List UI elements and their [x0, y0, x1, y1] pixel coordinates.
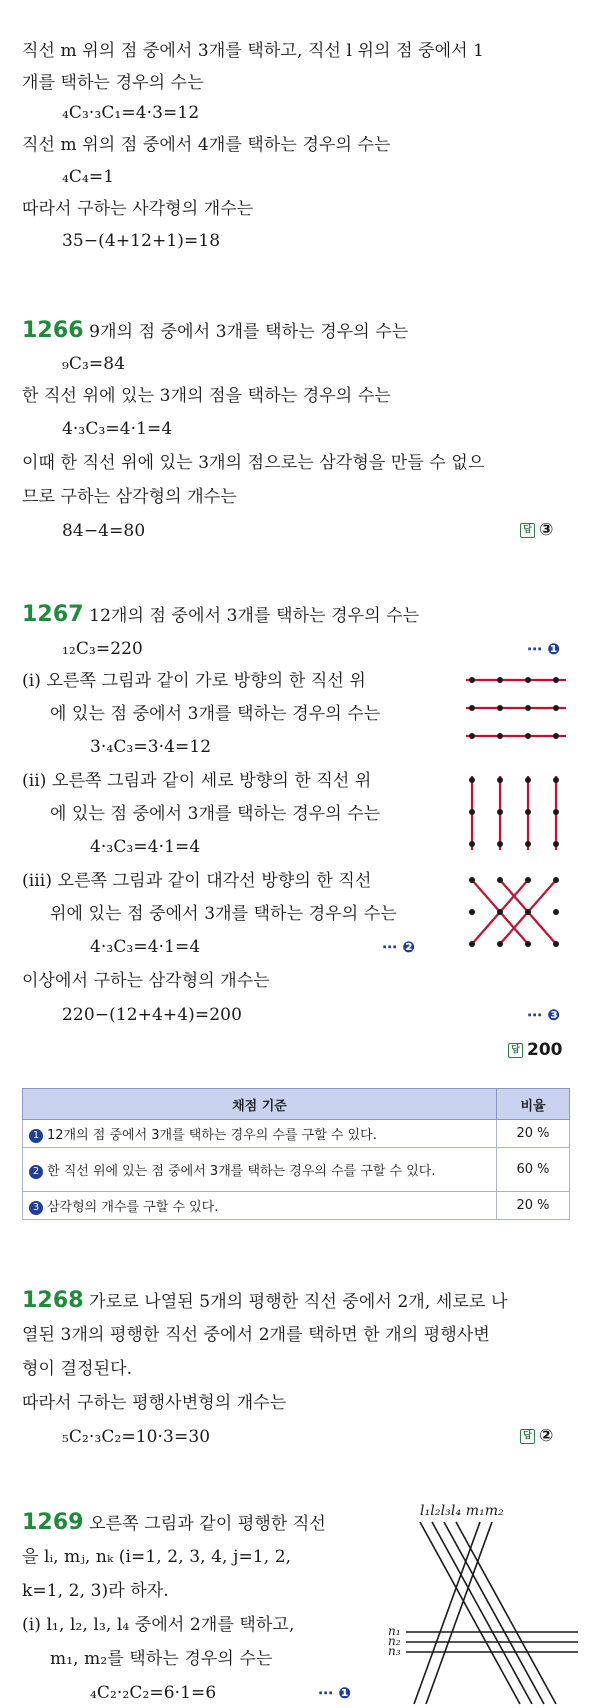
figure-horizontal-lines	[462, 672, 572, 742]
problem-1268-text-3: 형이 결정된다.	[22, 1359, 133, 1379]
step-marker-1: ⋯ ❶	[527, 640, 560, 658]
figure-label-n3: n₃	[388, 1644, 401, 1658]
problem-1266-formula-1: ₉C₃=84	[62, 354, 126, 374]
problem-1268-text-2: 열된 3개의 평행한 직선 중에서 2개를 택하면 한 개의 평행사변	[22, 1325, 490, 1345]
figure-diagonal-lines	[462, 872, 572, 954]
problem-1266-first-line	[22, 320, 408, 343]
case-ii-line-2: 에 있는 점 중에서 3개를 택하는 경우의 수는	[50, 804, 381, 824]
problem-1267-formula-final: 220−(12+4+4)=200	[62, 1005, 243, 1025]
rubric-header-criteria: 채점 기준	[23, 1089, 497, 1120]
rubric-header-ratio: 비율	[497, 1089, 570, 1120]
case-i-line-2: 에 있는 점 중에서 3개를 택하는 경우의 수는	[50, 704, 381, 724]
rubric-criterion: 12개의 점 중에서 3개를 택하는 경우의 수를 구할 수 있다.	[47, 1128, 377, 1143]
intro-formula-1: ₄C₃·₃C₁=4·3=12	[62, 103, 200, 123]
problem-1266-text-3: 이때 한 직선 위에 있는 3개의 점으로는 삼각형을 만들 수 없으	[22, 453, 485, 473]
figure-vertical-lines	[462, 772, 572, 854]
problem-1269-text-2: 을 lᵢ, mⱼ, nₖ (i=1, 2, 3, 4, j=1, 2,	[22, 1547, 292, 1567]
problem-1267-conclusion: 이상에서 구하는 삼각형의 개수는	[22, 971, 270, 991]
rubric-ratio: 20 %	[497, 1192, 570, 1220]
rubric-criterion: 삼각형의 개수를 구할 수 있다.	[47, 1200, 219, 1215]
rubric-ratio: 60 %	[497, 1148, 570, 1192]
problem-1266-formula-2: 4·₃C₃=4·1=4	[62, 419, 173, 439]
figure-label-n1: n₁	[388, 1624, 401, 1638]
problem-1268-answer	[520, 1426, 553, 1446]
answer-value: ②	[539, 1426, 554, 1446]
problem-1266-text-4: 므로 구하는 삼각형의 개수는	[22, 487, 237, 507]
intro-line-4: 직선 m 위의 점 중에서 4개를 택하는 경우의 수는	[22, 135, 391, 155]
answer-icon: 답	[520, 1429, 535, 1444]
table-row	[23, 1192, 570, 1220]
problem-1266-formula-3: 84−4=80	[62, 521, 146, 541]
step-marker-1: ⋯ ❶	[318, 1684, 351, 1702]
case-i-formula: 3·₄C₃=3·4=12	[90, 737, 212, 757]
problem-1268-formula: ₅C₂·₃C₂=10·3=30	[62, 1427, 211, 1447]
table-row	[23, 1120, 570, 1148]
grading-rubric-table	[22, 1088, 570, 1220]
case-i-line-1: (i) 오른쪽 그림과 같이 가로 방향의 한 직선 위	[22, 671, 366, 691]
problem-1266-text-2: 한 직선 위에 있는 3개의 점을 택하는 경우의 수는	[22, 386, 391, 406]
problem-1268-text-1: 가로로 나열된 5개의 평행한 직선 중에서 2개, 세로로 나	[89, 1292, 508, 1312]
problem-number-1268: 1268	[22, 1288, 84, 1313]
figure-top-labels: l₁l₂l₃l₄ m₁m₂	[420, 1503, 504, 1519]
problem-1266-text-1: 9개의 점 중에서 3개를 택하는 경우의 수는	[89, 322, 409, 342]
answer-icon: 답	[520, 523, 535, 538]
figure-parallel-lines	[406, 1520, 581, 1706]
problem-1269-first-line	[22, 1512, 326, 1535]
step-marker-3: ⋯ ❸	[527, 1006, 560, 1024]
problem-1268-first-line	[22, 1290, 507, 1313]
problem-1266-answer	[520, 520, 553, 540]
table-row	[23, 1148, 570, 1192]
intro-line-2: 개를 택하는 경우의 수는	[22, 73, 204, 93]
intro-formula-2: ₄C₄=1	[62, 167, 115, 187]
answer-icon: 답	[508, 1043, 523, 1058]
case-ii-formula: 4·₃C₃=4·1=4	[90, 837, 201, 857]
rubric-criterion: 한 직선 위에 있는 점 중에서 3개를 택하는 경우의 수를 구할 수 있다.	[47, 1164, 436, 1179]
rubric-ratio: 20 %	[497, 1120, 570, 1148]
answer-value: 200	[527, 1040, 563, 1060]
problem-1269-text-1: 오른쪽 그림과 같이 평행한 직선	[89, 1514, 326, 1534]
problem-number-1269: 1269	[22, 1510, 84, 1535]
problem-number-1267: 1267	[22, 602, 84, 627]
problem-1269-formula: ₄C₂·₂C₂=6·1=6	[90, 1683, 217, 1703]
case-iii-line-2: 위에 있는 점 중에서 3개를 택하는 경우의 수는	[50, 904, 397, 924]
figure-label-n2: n₂	[388, 1634, 401, 1648]
problem-1269-text-4: (i) l₁, l₂, l₃, l₄ 중에서 2개를 택하고,	[22, 1615, 295, 1635]
case-ii-line-1: (ii) 오른쪽 그림과 같이 세로 방향의 한 직선 위	[22, 771, 372, 791]
intro-formula-3: 35−(4+12+1)=18	[62, 231, 221, 251]
problem-1269-text-5: m₁, m₂를 택하는 경우의 수는	[50, 1649, 273, 1669]
step-badge: 3	[29, 1201, 43, 1215]
case-iii-line-1: (iii) 오른쪽 그림과 같이 대각선 방향의 한 직선	[22, 871, 372, 891]
problem-number-1266: 1266	[22, 318, 84, 343]
answer-value: ③	[539, 520, 554, 540]
intro-line-6: 따라서 구하는 사각형의 개수는	[22, 199, 254, 219]
problem-1267-answer	[508, 1040, 563, 1060]
case-iii-formula: 4·₃C₃=4·1=4	[90, 937, 201, 957]
step-badge: 1	[29, 1129, 43, 1143]
step-marker-2: ⋯ ❷	[382, 938, 415, 956]
problem-1268-text-4: 따라서 구하는 평행사변형의 개수는	[22, 1393, 287, 1413]
problem-1267-formula-1: ₁₂C₃=220	[62, 639, 143, 659]
intro-line-1: 직선 m 위의 점 중에서 3개를 택하고, 직선 l 위의 점 중에서 1	[22, 41, 485, 61]
problem-1267-text-1: 12개의 점 중에서 3개를 택하는 경우의 수는	[89, 606, 420, 626]
step-badge: 2	[29, 1165, 43, 1179]
problem-1267-first-line	[22, 604, 419, 627]
problem-1269-text-3: k=1, 2, 3)라 하자.	[22, 1581, 169, 1601]
